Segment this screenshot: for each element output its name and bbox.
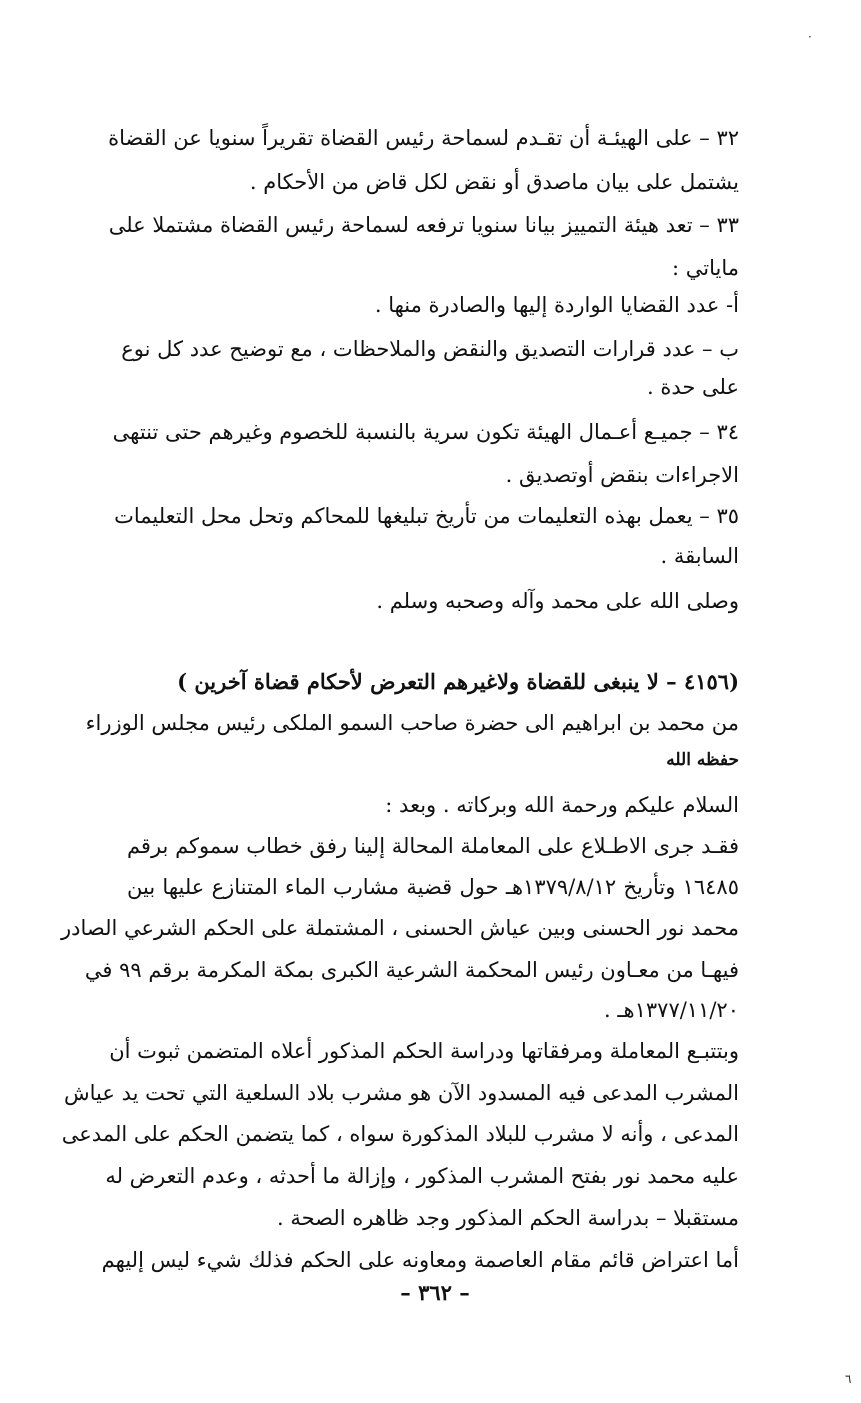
text-line-23: المشرب المدعى فيه المسدود الآن هو مشرب بلاد السلعية التي تحت يد عياش (64, 1081, 739, 1105)
text-line-25: عليه محمد نور بفتح المشرب المذكور ، وإزالة ما أحدثه ، وعدم التعرض له (105, 1164, 739, 1188)
scan-speck: · (808, 30, 812, 44)
text-line-16: السلام عليكم ورحمة الله وبركاته . وبعد : (385, 793, 739, 817)
text-line-9: الاجراءات بنقض أوتصديق . (505, 463, 739, 487)
text-line-6: ب – عدد قرارات التصديق والنقض والملاحظات ، مع توضيح عدد كل نوع (121, 337, 739, 361)
text-line-24: المدعى ، وأنه لا مشرب للبلاد المذكورة سواه ، كما يتضمن الحكم على المدعى (61, 1122, 739, 1146)
section-heading: (٤١٥٦ – لا ينبغى للقضاة ولاغيرهم التعرض لأحكام قضاة آخرين ) (177, 669, 739, 694)
text-line-8: ٣٤ – جميـع أعـمال الهيئة تكون سرية بالنسبة للخصوم وغيرهم حتى تنتهى (112, 420, 739, 444)
text-line-15: حفظه الله (666, 750, 739, 770)
text-line-17: فقـد جرى الاطـلاع على المعاملة المحالة إلينا رفق خطاب سموكم برقم (126, 834, 739, 858)
text-line-2: يشتمل على بيان ماصدق أو نقض لكل قاض من الأحكام . (249, 170, 739, 194)
text-line-3: ٣٣ – تعد هيئة التمييز بيانا سنويا ترفعه لسماحة رئيس القضاة مشتملا على (108, 213, 739, 237)
text-line-7: على حدة . (646, 375, 739, 399)
text-line-12: وصلى الله على محمد وآله وصحبه وسلم . (376, 589, 739, 613)
page-number: – ٣٦٢ – (400, 1280, 470, 1305)
corner-mark: ٦ (845, 1372, 852, 1386)
text-line-14: من محمد بن ابراهيم الى حضرة صاحب السمو الملكى رئيس مجلس الوزراء (85, 711, 739, 735)
text-line-21: ١٣٧٧/١١/٢٠هـ . (604, 998, 739, 1022)
text-line-5: أ- عدد القضايا الواردة إليها والصادرة منها . (374, 293, 739, 317)
text-line-22: وبتتبـع المعاملة ومرفقاتها ودراسة الحكم المذكور أعلاه المتضمن ثبوت أن (109, 1039, 739, 1063)
text-line-11: السابقة . (660, 544, 739, 568)
text-line-19: محمد نور الحسنى وبين عياش الحسنى ، المشتملة على الحكم الشرعي الصادر (60, 916, 739, 940)
text-line-10: ٣٥ – يعمل بهذه التعليمات من تأريخ تبليغها للمحاكم وتحل محل التعليمات (114, 504, 739, 528)
text-line-1: ٣٢ – على الهيئـة أن تقـدم لسماحة رئيس القضاة تقريراً سنويا عن القضاة (108, 126, 739, 150)
text-line-26: مستقبلا – بدراسة الحكم المذكور وجد ظاهره الصحة . (276, 1206, 739, 1230)
text-line-27: أما اعتراض قائم مقام العاصمة ومعاونه على الحكم فذلك شيء ليس إليهم (101, 1248, 739, 1272)
text-line-20: فيهـا من معـاون رئيس المحكمة الشرعية الكبرى بمكة المكرمة برقم ٩٩ في (84, 958, 739, 982)
text-line-4: ماياتي : (672, 256, 739, 280)
text-line-18: ١٦٤٨٥ وتأريخ ١٣٧٩/٨/١٢هـ حول قضية مشارب الماء المتنازع عليها بين (127, 875, 739, 899)
